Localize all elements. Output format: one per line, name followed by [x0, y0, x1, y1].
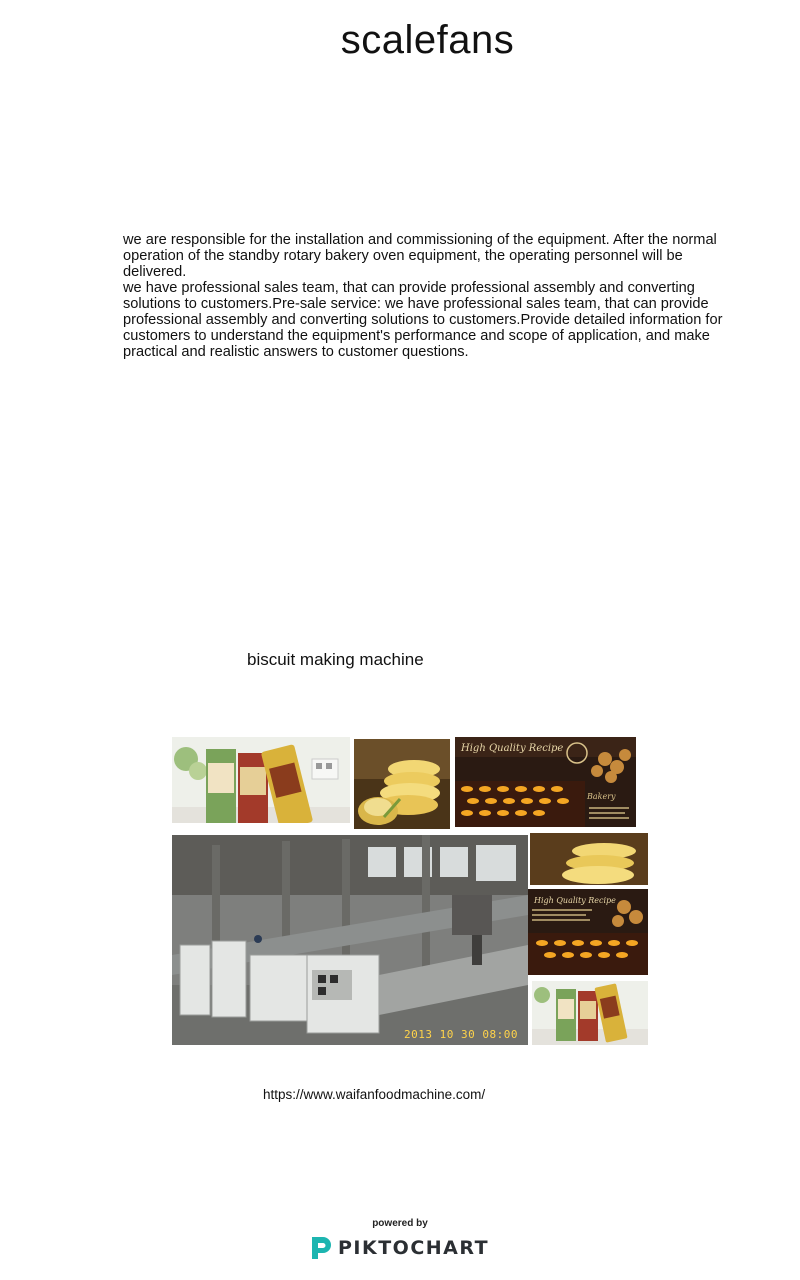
- piktochart-logo[interactable]: [310, 1235, 489, 1261]
- chips-closeup-photo: [530, 833, 648, 885]
- svg-text:High Quality Recipe: High Quality Recipe: [534, 896, 616, 905]
- biscuit-tray-photo: [455, 737, 636, 831]
- paragraph-sales-team: we have professional sales team, that can provide professional assembly and converting solutions to customers.Pre-sale service: we have professional sales team, that can provide professional assembly and converting solutions to customers.Provide detailed information for customers to understand the equipment's performance and scope of application, and make practical and realistic answers to customer questions.: [123, 280, 723, 360]
- photo-timestamp: 2013 10 30 08:00: [404, 1028, 518, 1041]
- description-text: [123, 232, 735, 360]
- svg-text:Bakery: Bakery: [587, 792, 616, 801]
- snack-package-photo: [172, 737, 350, 831]
- piktochart-wordmark: PIKTOCHART: [338, 1237, 490, 1259]
- website-link[interactable]: https://www.waifanfoodmachine.com/: [263, 1087, 486, 1102]
- product-photo-collage: [172, 737, 648, 1045]
- image-caption: biscuit making machine: [247, 650, 424, 669]
- svg-text:High Quality Recipe: High Quality Recipe: [461, 743, 564, 754]
- page-title: scalefans: [340, 18, 515, 62]
- biscuit-machine-factory-photo: [172, 835, 528, 1045]
- paragraph-installation: we are responsible for the installation and commissioning of the equipment. After the normal operation of the standby rotary bakery oven equipment, the operating personnel will be delivered.: [123, 232, 717, 280]
- piktochart-p-icon: [310, 1235, 332, 1261]
- potato-chips-photo: [354, 739, 450, 829]
- snack-package-small-photo: [532, 981, 648, 1045]
- biscuit-recipe-photo: [528, 889, 648, 975]
- powered-by-label: powered by: [372, 1218, 428, 1229]
